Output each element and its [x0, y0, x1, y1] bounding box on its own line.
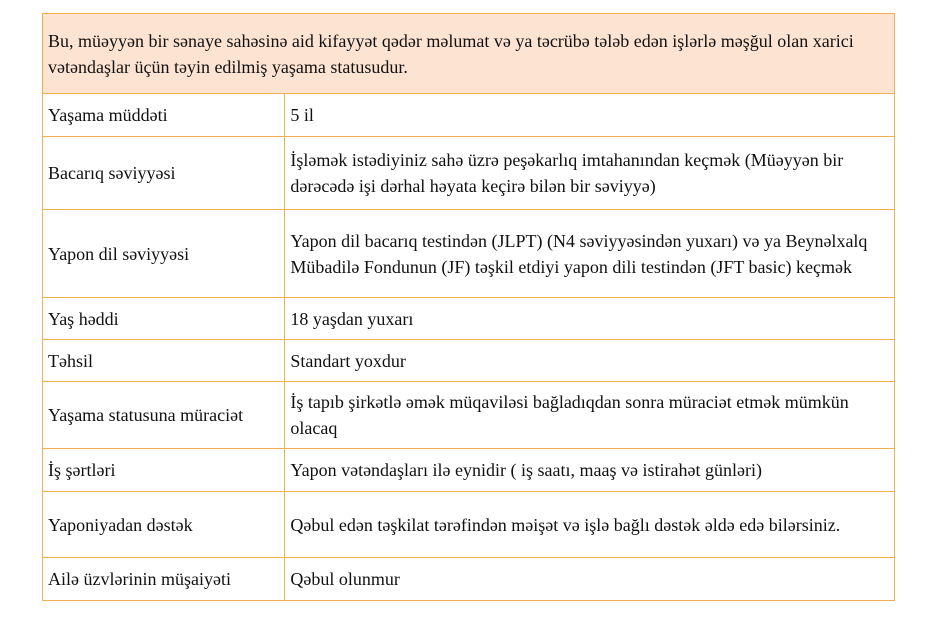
table-row	[43, 558, 895, 601]
header-description: Bu, müəyyən bir sənaye sahəsinə aid kifayyət qədər məlumat və ya təcrübə tələb edən işlərlə məşğul olan xarici vətəndaşlar üçün təyin edilmiş yaşama statusudur.	[43, 14, 895, 94]
row-label: Yapon dil səviyyəsi	[43, 210, 285, 298]
row-label: Yaponiyadan dəstək	[43, 492, 285, 558]
row-label: Bacarıq səviyyəsi	[43, 137, 285, 210]
status-info-table	[42, 13, 895, 601]
table-row	[43, 298, 895, 340]
row-label: Təhsil	[43, 340, 285, 382]
row-value: 18 yaşdan yuxarı	[285, 298, 895, 340]
table-row	[43, 210, 895, 298]
row-value: Yapon vətəndaşları ilə eynidir ( iş saatı, maaş və istirahət günləri)	[285, 449, 895, 492]
row-value: İşləmək istədiyiniz sahə üzrə peşəkarlıq imtahanından keçmək (Müəyyən bir dərəcədə işi dərhal həyata keçirə bilən bir səviyyə)	[285, 137, 895, 210]
row-label: Yaşama statusuna müraciət	[43, 382, 285, 449]
row-label: İş şərtləri	[43, 449, 285, 492]
table-row	[43, 94, 895, 137]
row-value: 5 il	[285, 94, 895, 137]
row-value: Yapon dil bacarıq testindən (JLPT) (N4 səviyyəsindən yuxarı) və ya Beynəlxalq Mübadilə Fondunun (JF) təşkil etdiyi yapon dili testindən (JFT basic) keçmək	[285, 210, 895, 298]
row-value: Qəbul olunmur	[285, 558, 895, 601]
row-label: Ailə üzvlərinin müşaiyəti	[43, 558, 285, 601]
table-row	[43, 137, 895, 210]
table-row	[43, 492, 895, 558]
row-label: Yaşama müddəti	[43, 94, 285, 137]
row-label: Yaş həddi	[43, 298, 285, 340]
row-value: Standart yoxdur	[285, 340, 895, 382]
table-row	[43, 382, 895, 449]
table-row	[43, 340, 895, 382]
header-row	[43, 14, 895, 94]
table-row	[43, 449, 895, 492]
row-value: Qəbul edən təşkilat tərəfindən məişət və işlə bağlı dəstək əldə edə bilərsiniz.	[285, 492, 895, 558]
row-value: İş tapıb şirkətlə əmək müqaviləsi bağladıqdan sonra müraciət etmək mümkün olacaq	[285, 382, 895, 449]
